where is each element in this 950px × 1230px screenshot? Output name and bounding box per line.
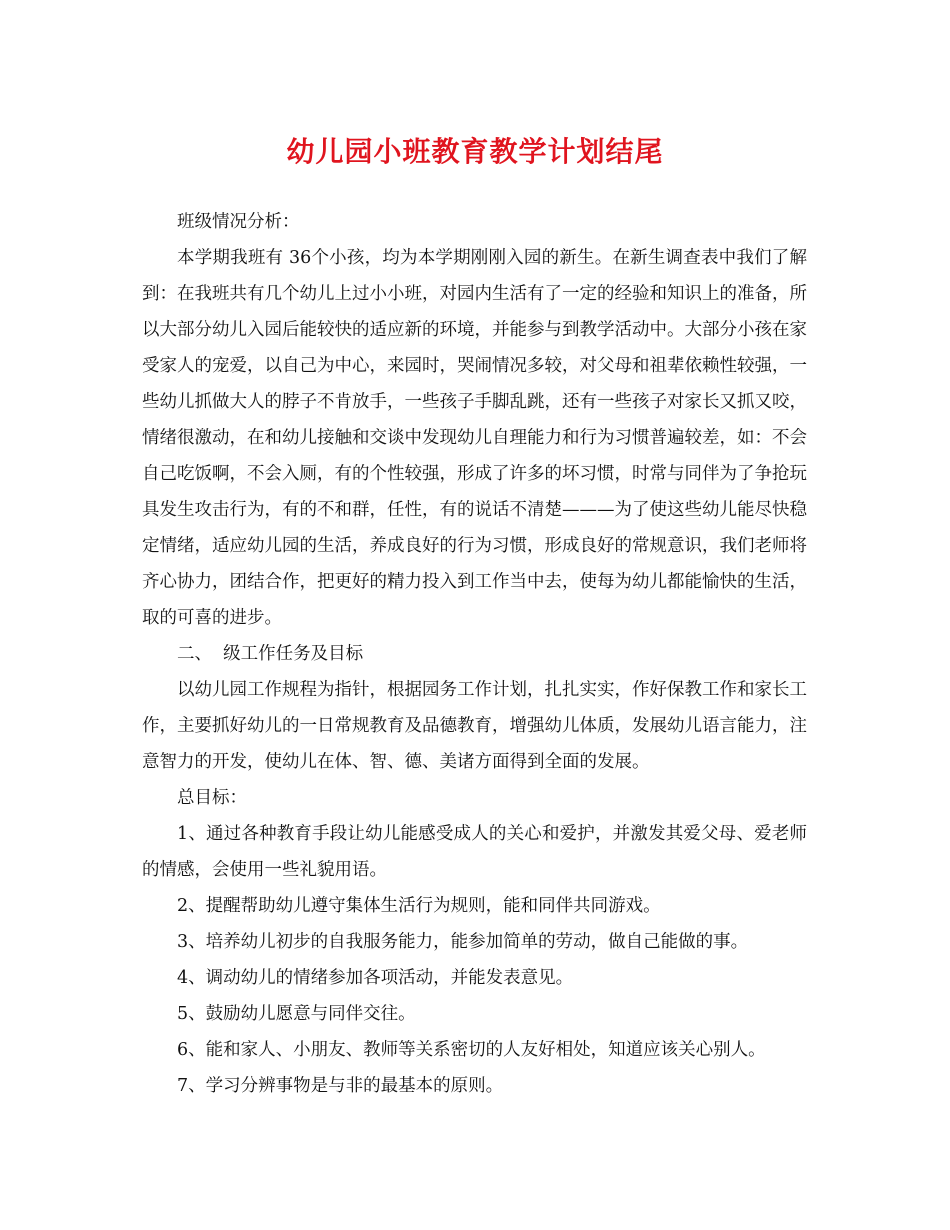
heading-work-tasks: 二、 级工作任务及目标 bbox=[177, 644, 364, 664]
heading-overall-goals: 总目标： bbox=[177, 788, 247, 808]
heading-class-analysis: 班级情况分析： bbox=[177, 212, 300, 232]
goal-item-5: 5、鼓励幼儿愿意与同伴交往。 bbox=[177, 1004, 416, 1024]
goal-item-6: 6、能和家人、小朋友、教师等关系密切的人友好相处，知道应该关心别人。 bbox=[177, 1040, 766, 1060]
goal-item-7: 7、学习分辨事物是与非的最基本的原则。 bbox=[177, 1076, 504, 1096]
paragraph-work-guidelines: 以幼儿园工作规程为指针，根据园务工作计划，扎扎实实，作好保教工作和家长工作，主要抓好幼儿的一日常规教育及品德教育，增强幼儿体质，发展幼儿语言能力，注意智力的开发，使幼儿在体、智、德、美诸方面得到全面的发展。 bbox=[142, 680, 807, 772]
goal-item-4: 4、调动幼儿的情绪参加各项活动，并能发表意见。 bbox=[177, 968, 574, 988]
document-title: 幼儿园小班教育教学计划结尾 bbox=[286, 135, 664, 168]
goal-item-1: 1、通过各种教育手段让幼儿能感受成人的关心和爱护，并激发其爱父母、爱老师的情感，会使用一些礼貌用语。 bbox=[142, 824, 807, 880]
goal-item-2: 2、提醒帮助幼儿遵守集体生活行为规则，能和同伴共同游戏。 bbox=[177, 896, 661, 916]
document-body bbox=[142, 204, 807, 1104]
paragraph-class-situation: 本学期我班有 36个小孩，均为本学期刚刚入园的新生。在新生调查表中我们了解到：在我班共有几个幼儿上过小小班，对园内生活有了一定的经验和知识上的准备，所以大部分幼儿入园后能较快的适应新的环境，并能参与到教学活动中。大部分小孩在家受家人的宠爱，以自己为中心，来园时，哭闹情况多较，对父母和祖辈依赖性较强，一些幼儿抓做大人的脖子不肯放手，一些孩子手脚乱跳，还有一些孩子对家长又抓又咬，情绪很激动，在和幼儿接触和交谈中发现幼儿自理能力和行为习惯普遍较差，如：不会自己吃饭啊，不会入厕，有的个性较强，形成了许多的坏习惯，时常与同伴为了争抢玩具发生攻击行为，有的不和群，任性，有的说话不清楚———为了使这些幼儿能尽快稳定情绪，适应幼儿园的生活，养成良好的行为习惯，形成良好的常规意识，我们老师将齐心协力，团结合作，把更好的精力投入到工作当中去，使每为幼儿都能愉快的生活，取的可喜的进步。 bbox=[142, 248, 807, 628]
goal-item-3: 3、培养幼儿初步的自我服务能力，能参加简单的劳动，做自己能做的事。 bbox=[177, 932, 749, 952]
